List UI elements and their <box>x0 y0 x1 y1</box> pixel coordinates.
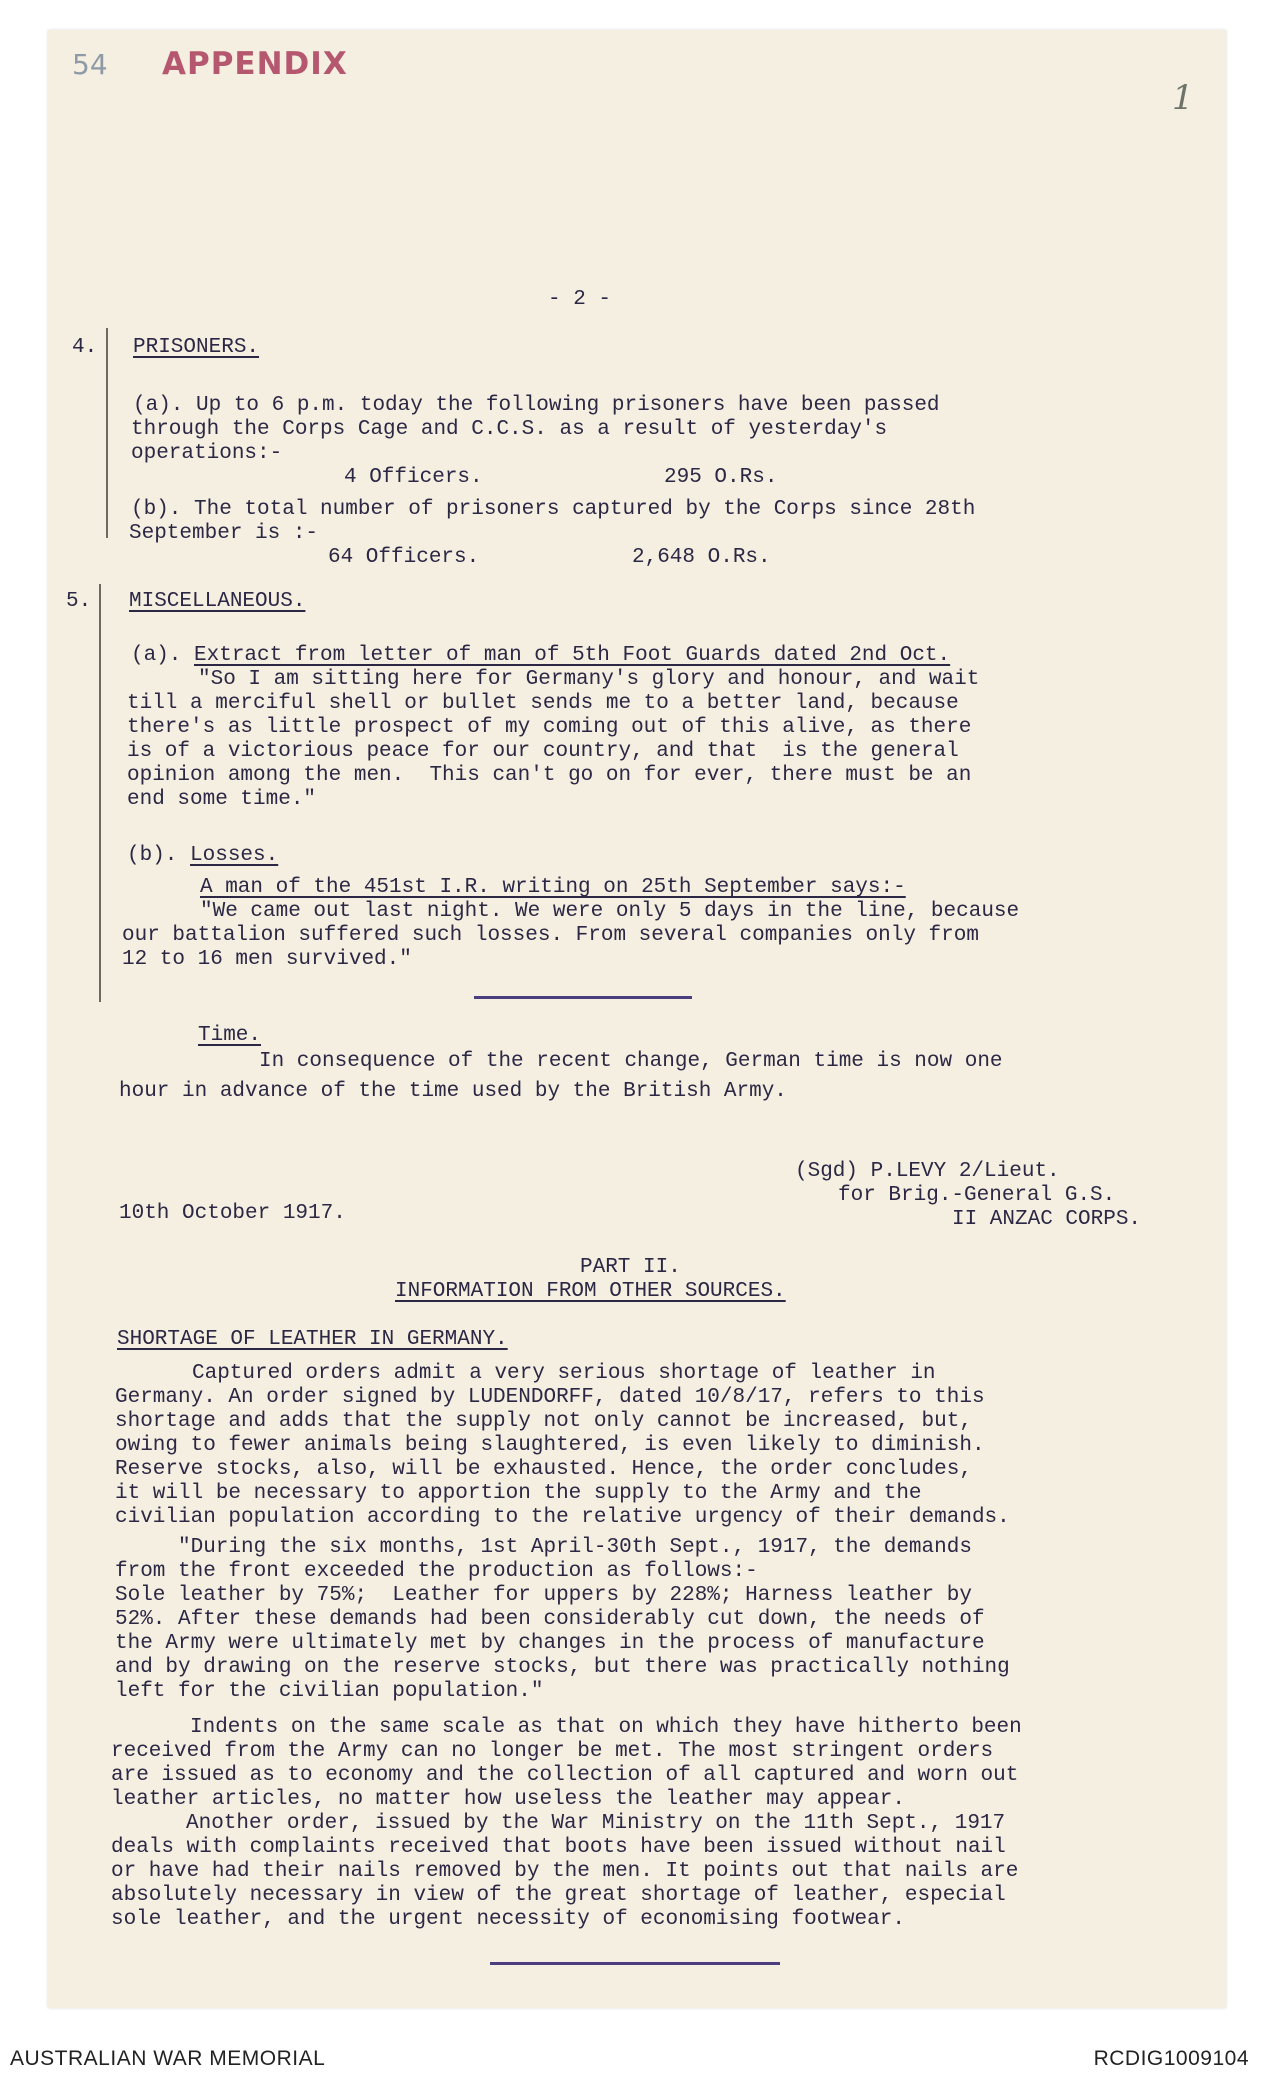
leather-line-10: Sole leather by 75%; Leather for uppers by 228%; Harness leather by <box>115 1584 972 1607</box>
leather-line-8: "During the six months, 1st April-30th Sept., 1917, the demands <box>178 1536 972 1559</box>
prisoners-row1-ors: 295 O.Rs. <box>664 466 778 489</box>
leather-line-21: or have had their nails removed by the men. It points out that nails are <box>111 1860 1019 1883</box>
section5-a-item <box>131 644 950 668</box>
leather-line-13: and by drawing on the reserve stocks, but there was practically nothing <box>115 1656 1010 1679</box>
prisoners-row2-ors: 2,648 O.Rs. <box>632 546 771 569</box>
time-heading: Time. <box>198 1024 262 1047</box>
section5-heading: MISCELLANEOUS. <box>129 590 306 613</box>
leather-line-9: from the front exceeded the production as follows:- <box>115 1560 758 1583</box>
section-divider <box>474 996 692 999</box>
folio-number: 54 <box>72 48 108 81</box>
section4-para-a-line-2: through the Corps Cage and C.C.S. as a result of yesterday's <box>131 418 888 441</box>
footer-institution: AUSTRALIAN WAR MEMORIAL <box>10 2047 326 2070</box>
leather-line-14: left for the civilian population." <box>115 1680 544 1703</box>
section5-b-item <box>127 844 278 868</box>
margin-line-section5 <box>99 584 101 1002</box>
leather-line-16: received from the Army can no longer be met. The most stringent orders <box>111 1740 994 1763</box>
letter-quote-line-6: end some time." <box>127 788 317 811</box>
section5-b-label: (b). <box>127 844 191 867</box>
document-page <box>48 30 1226 2008</box>
section5-a-label: (a). <box>131 644 195 667</box>
section4-para-a-line-1: (a). Up to 6 p.m. today the following prisoners have been passed <box>133 394 940 417</box>
leather-line-3: shortage and adds that the supply not only cannot be increased, but, <box>115 1410 972 1433</box>
letter-quote-line-3: there's as little prospect of my coming out of this alive, as there <box>127 716 972 739</box>
losses-quote-line-3: 12 to 16 men survived." <box>122 948 412 971</box>
leather-line-23: sole leather, and the urgent necessity of economising footwear. <box>111 1908 905 1931</box>
leather-line-2: Germany. An order signed by LUDENDORFF, dated 10/8/17, refers to this <box>115 1386 985 1409</box>
signature-line-2: for Brig.-General G.S. <box>838 1184 1116 1207</box>
letter-quote-line-2: till a merciful shell or bullet sends me to a better land, because <box>127 692 959 715</box>
leather-heading: SHORTAGE OF LEATHER IN GERMANY. <box>117 1328 508 1351</box>
margin-line-section4 <box>106 328 108 538</box>
section5-number: 5. <box>66 590 92 613</box>
losses-lead: A man of the 451st I.R. writing on 25th September says:- <box>200 876 906 899</box>
appendix-stamp: APPENDIX <box>162 46 348 82</box>
part2-title: PART II. <box>580 1256 681 1279</box>
section4-para-b-line-1: (b). The total number of prisoners captured by the Corps since 28th <box>131 498 976 521</box>
document-date: 10th October 1917. <box>119 1202 346 1225</box>
leather-line-5: Reserve stocks, also, will be exhausted. Hence, the order concludes, <box>115 1458 972 1481</box>
time-line-1: In consequence of the recent change, German time is now one <box>259 1050 1003 1073</box>
section4-para-b-line-2: September is :- <box>129 522 319 545</box>
part2-subtitle: INFORMATION FROM OTHER SOURCES. <box>395 1280 786 1303</box>
letter-quote-line-1: "So I am sitting here for Germany's glory and honour, and wait <box>198 668 980 691</box>
closing-rule <box>490 1962 780 1965</box>
section5-b-title: Losses. <box>190 844 279 867</box>
section4-para-a-line-3: operations:- <box>131 442 283 465</box>
leather-line-11: 52%. After these demands had been considerably cut down, the needs of <box>115 1608 985 1631</box>
leather-line-22: absolutely necessary in view of the great shortage of leather, especial <box>111 1884 1006 1907</box>
footer-record-id: RCDIG1009104 <box>1093 2047 1249 2070</box>
leather-line-7: civilian population according to the relative urgency of their demands. <box>115 1506 1010 1529</box>
prisoners-row1-officers: 4 Officers. <box>344 466 483 489</box>
leather-line-20: deals with complaints received that boots have been issued without nail <box>111 1836 1006 1859</box>
leather-line-4: owing to fewer animals being slaughtered, is even likely to diminish. <box>115 1434 985 1457</box>
leather-line-19: Another order, issued by the War Ministry on the 11th Sept., 1917 <box>186 1812 1006 1835</box>
section4-heading: PRISONERS. <box>133 336 260 359</box>
losses-quote-line-2: our battalion suffered such losses. From several companies only from <box>122 924 979 947</box>
losses-quote-line-1: "We came out last night. We were only 5 days in the line, because <box>200 900 1020 923</box>
leather-line-18: leather articles, no matter how useless the leather may appear. <box>111 1788 905 1811</box>
section5-a-title: Extract from letter of man of 5th Foot Guards dated 2nd Oct. <box>194 644 951 667</box>
letter-quote-line-5: opinion among the men. This can't go on for ever, there must be an <box>127 764 972 787</box>
signature-line-1: (Sgd) P.LEVY 2/Lieut. <box>795 1160 1060 1183</box>
leather-line-1: Captured orders admit a very serious shortage of leather in <box>192 1362 936 1385</box>
letter-quote-line-4: is of a victorious peace for our country, and that is the general <box>127 740 959 763</box>
leather-line-12: the Army were ultimately met by changes in the process of manufacture <box>115 1632 985 1655</box>
pencil-mark: 1 <box>1172 78 1194 118</box>
leather-line-17: are issued as to economy and the collection of all captured and worn out <box>111 1764 1019 1787</box>
time-line-2: hour in advance of the time used by the British Army. <box>119 1080 787 1103</box>
section4-number: 4. <box>72 336 98 359</box>
leather-line-15: Indents on the same scale as that on which they have hitherto been <box>190 1716 1022 1739</box>
prisoners-row2-officers: 64 Officers. <box>328 546 480 569</box>
leather-line-6: it will be necessary to apportion the supply to the Army and the <box>115 1482 922 1505</box>
signature-line-3: II ANZAC CORPS. <box>952 1208 1142 1231</box>
page-number: - 2 - <box>548 288 612 311</box>
